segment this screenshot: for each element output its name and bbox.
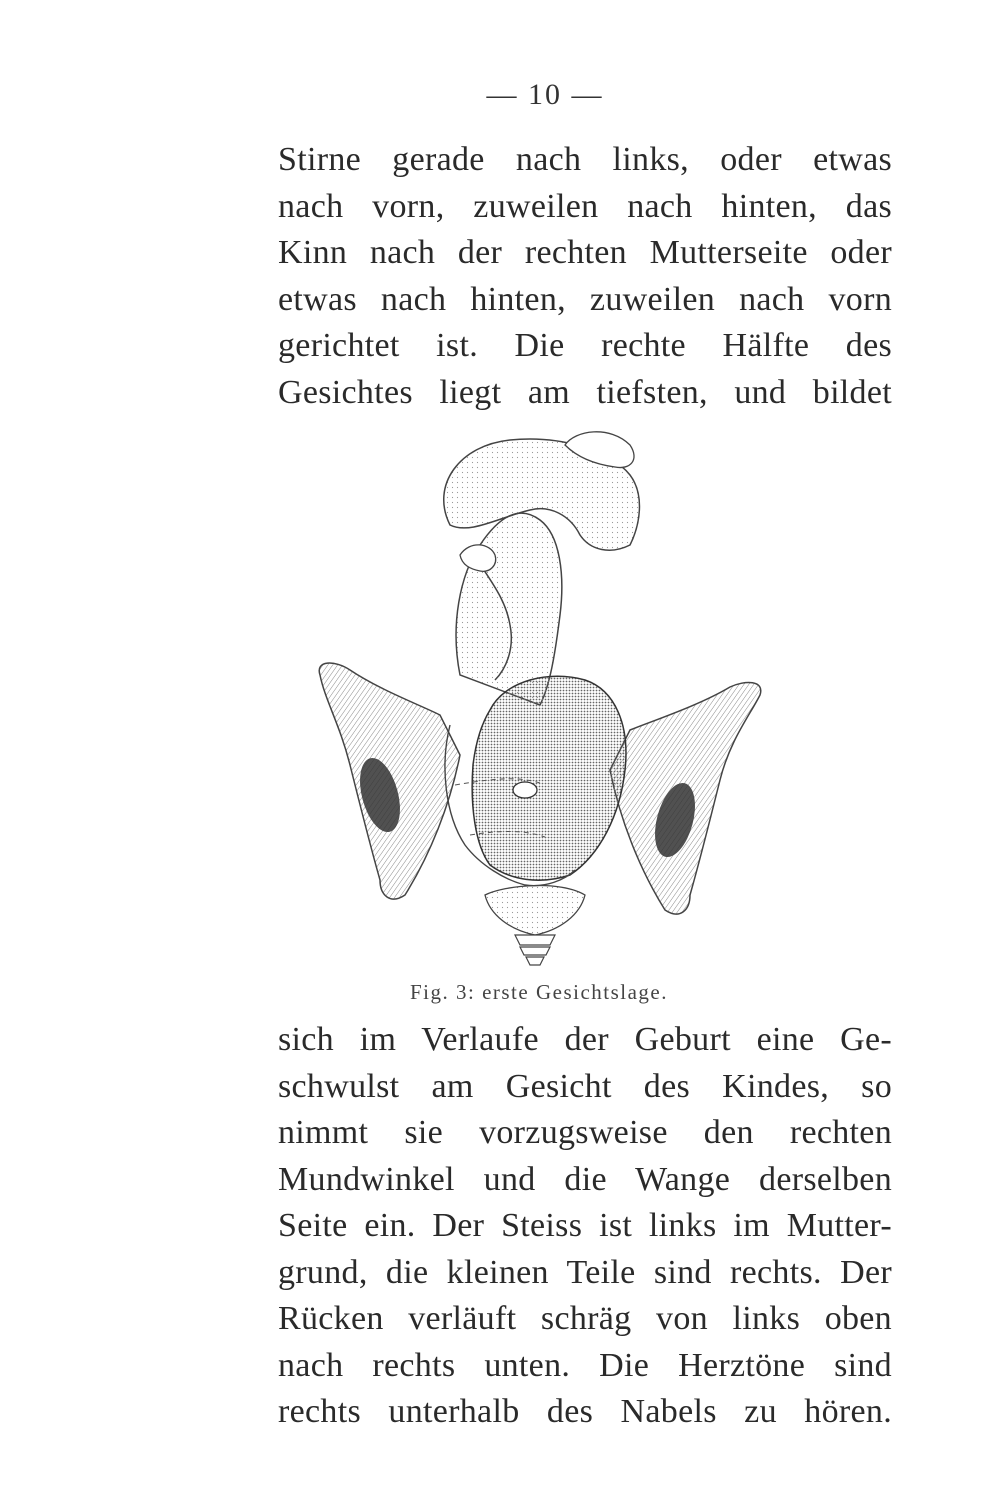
text-line: sich im Verlaufe der Geburt eine Ge- bbox=[278, 1021, 892, 1058]
text-line: Mundwinkel und die Wange derselben bbox=[278, 1160, 892, 1198]
text-line: nach vorn, zuweilen nach hinten, das bbox=[278, 187, 892, 225]
text-line: Seite ein. Der Steiss ist links im Mutter- bbox=[278, 1207, 892, 1244]
text-line: grund, die kleinen Teile sind rechts. Der bbox=[278, 1253, 892, 1291]
figure-caption: Fig. 3: erste Gesichtslage. bbox=[409, 980, 669, 1004]
text-line: nach rechts unten. Die Herztöne sind bbox=[278, 1346, 892, 1384]
text-line: nimmt sie vorzugsweise den rechten bbox=[278, 1114, 892, 1151]
text-line: Kinn nach der rechten Mutterseite oder bbox=[278, 234, 892, 271]
text-line: Rücken verläuft schräg von links oben bbox=[278, 1300, 892, 1337]
text-line: Gesichtes liegt am tiefsten, und bildet bbox=[278, 373, 892, 411]
fetus-in-pelvis-illustration bbox=[310, 425, 770, 970]
text-line: gerichtet ist. Die rechte Hälfte des bbox=[278, 327, 892, 364]
text-line: rechts unterhalb des Nabels zu hören. bbox=[278, 1393, 892, 1430]
page-number: — 10 — bbox=[486, 78, 604, 111]
text-line: Stirne gerade nach links, oder etwas bbox=[278, 141, 892, 178]
paragraph-top bbox=[278, 137, 892, 416]
paragraph-bottom bbox=[278, 1017, 892, 1436]
text-line: schwulst am Gesicht des Kindes, so bbox=[278, 1067, 892, 1105]
text-line: etwas nach hinten, zuweilen nach vorn bbox=[278, 280, 892, 318]
